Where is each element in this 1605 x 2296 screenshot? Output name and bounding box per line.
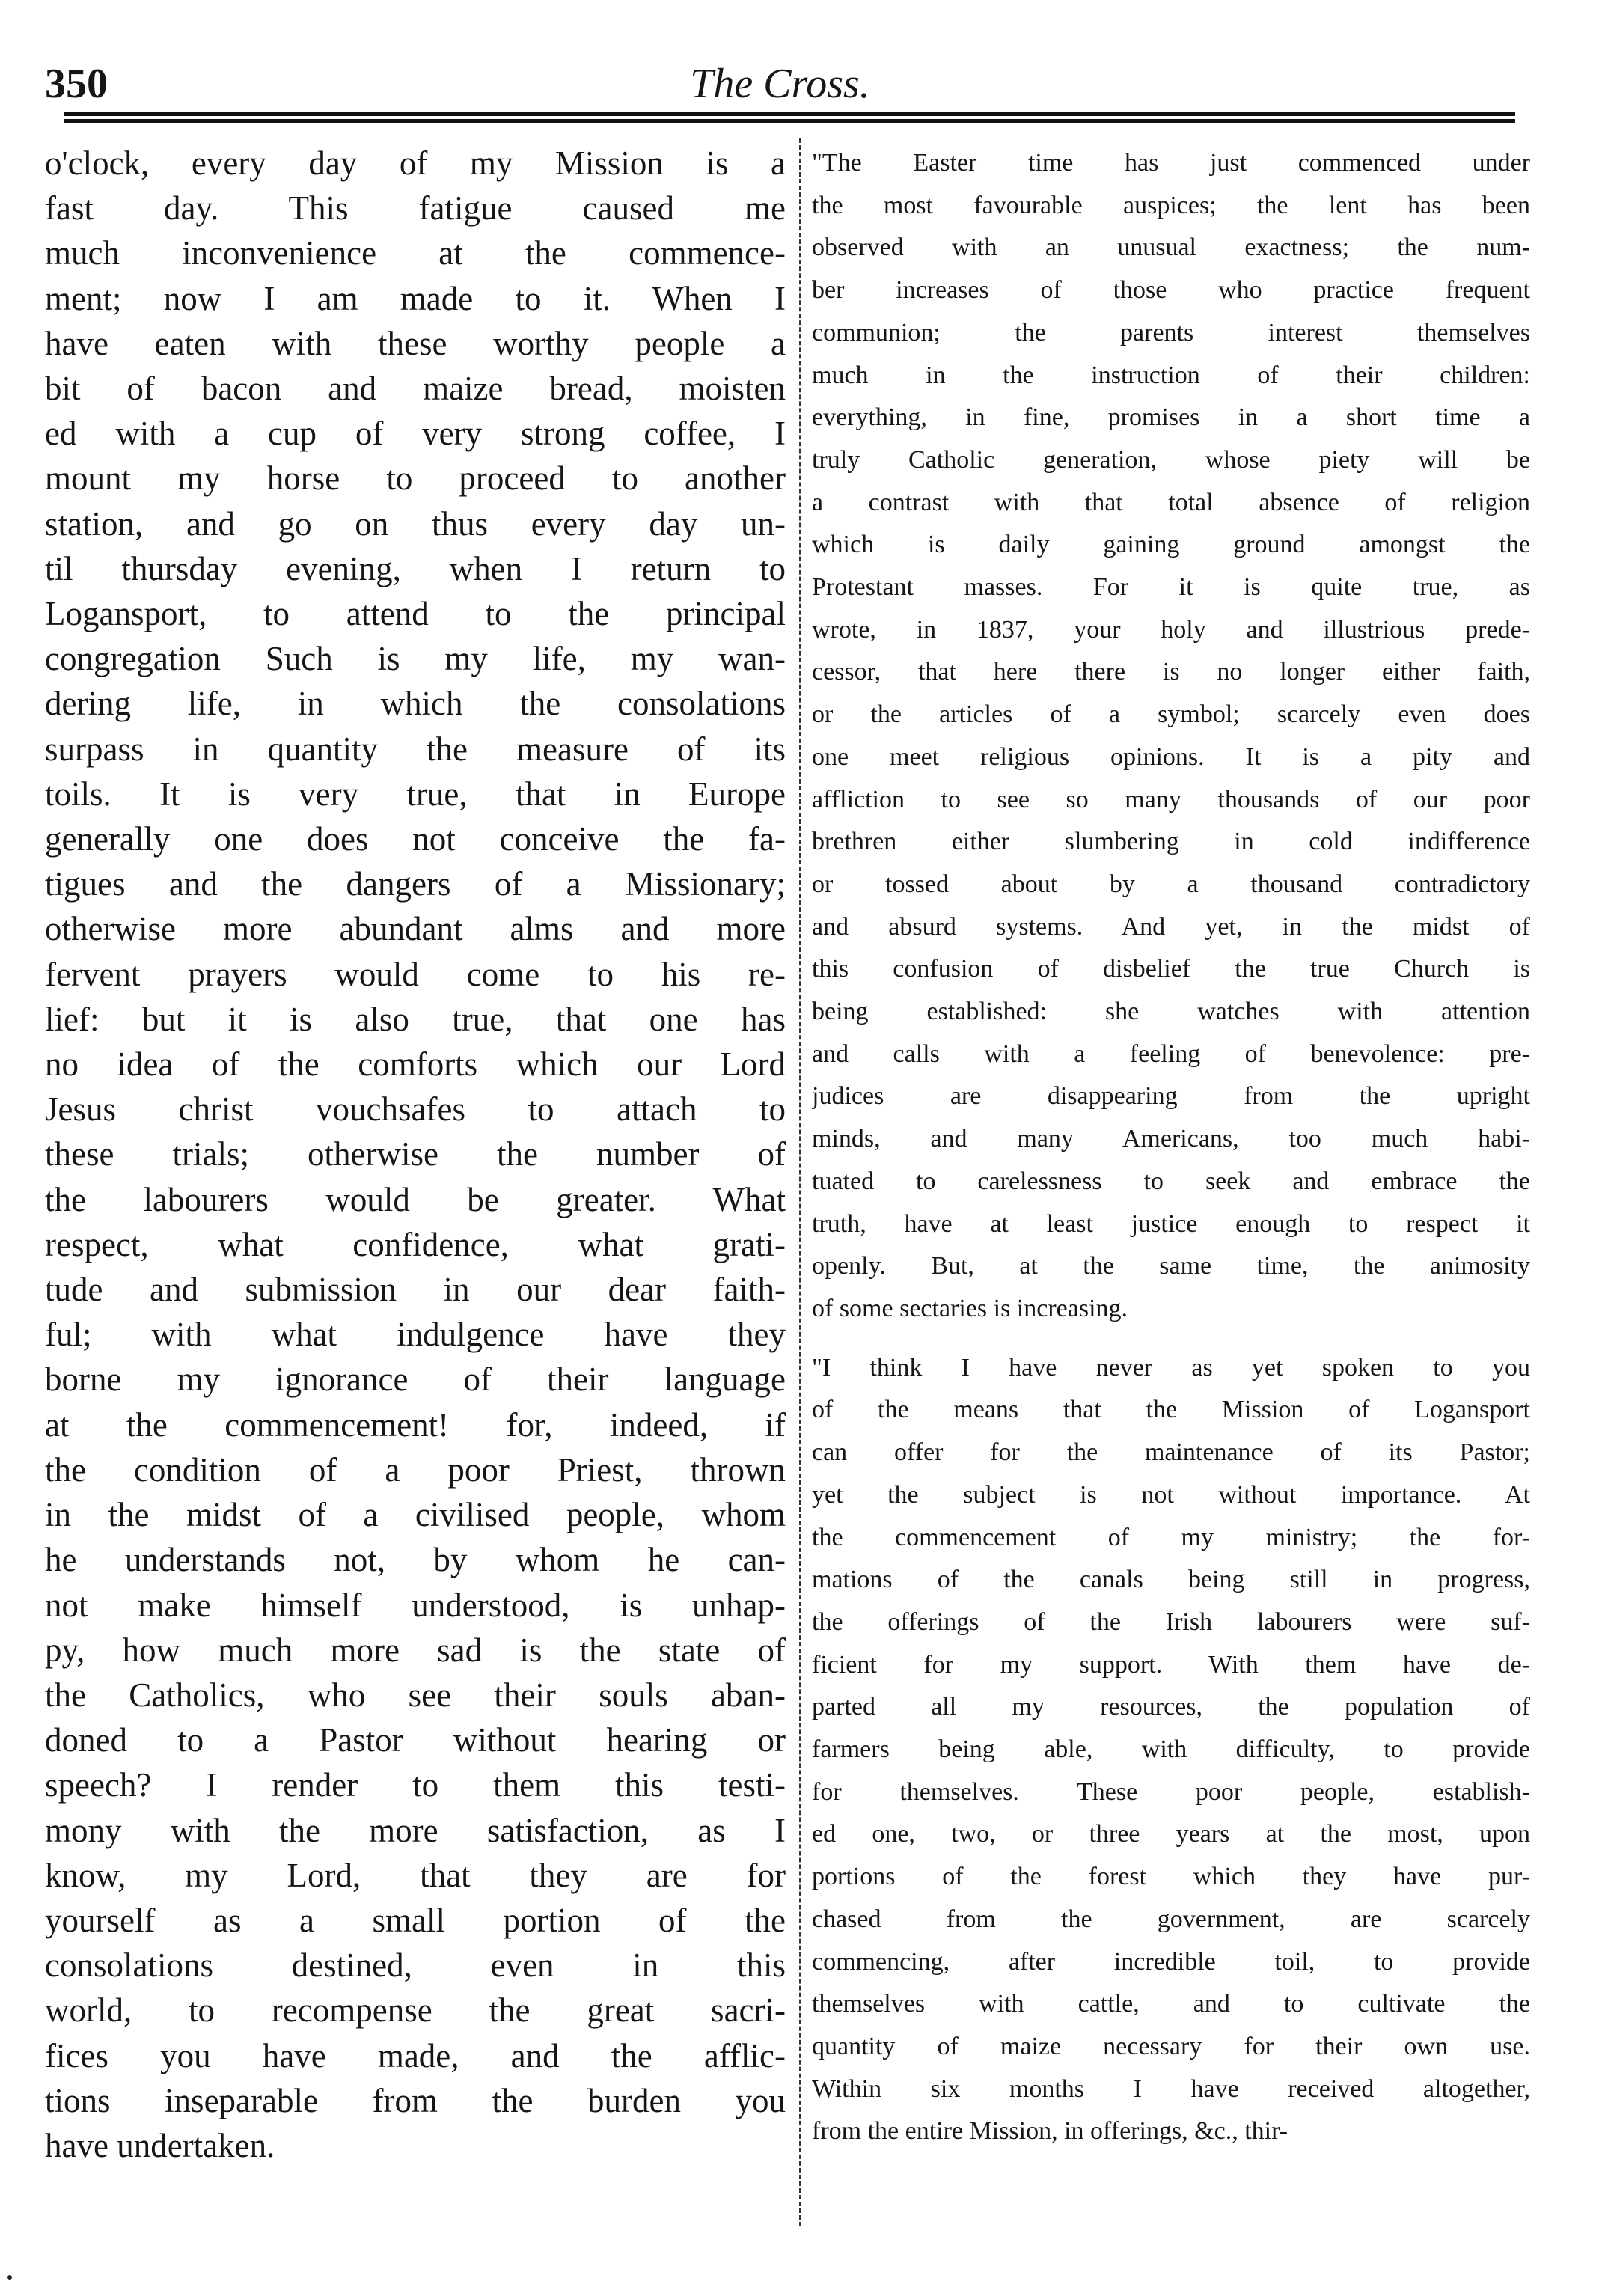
text-line: the commencement of my ministry; the for- [812, 1523, 1530, 1551]
text-line: this confusion of disbelief the true Church is [812, 955, 1530, 983]
text-line: tions inseparable from the burden you [45, 2081, 786, 2119]
text-line: one meet religious opinions. It is a pity and [812, 742, 1530, 771]
text-line: or the articles of a symbol; scarcely even does [812, 700, 1530, 729]
text-line: commencing, after incredible toil, to provide [812, 1947, 1530, 1976]
text-line: farmers being able, with difficulty, to provide [812, 1735, 1530, 1764]
text-line: for themselves. These poor people, establish- [812, 1777, 1530, 1806]
text-line: speech? I render to them this testi- [45, 1766, 786, 1804]
text-line: py, how much more sad is the state of [45, 1631, 786, 1669]
text-line: lief: but it is also true, that one has [45, 1000, 786, 1038]
text-line: he understands not, by whom he can- [45, 1541, 786, 1579]
text-line: "I think I have never as yet spoken to you [812, 1353, 1530, 1381]
text-line: tuated to carelessness to seek and embrace the [812, 1167, 1530, 1195]
text-line: at the commencement! for, indeed, if [45, 1405, 786, 1444]
text-line: affliction to see so many thousands of our poor [812, 785, 1530, 813]
text-line: the condition of a poor Priest, thrown [45, 1450, 786, 1489]
text-line: bit of bacon and maize bread, moisten [45, 370, 786, 408]
text-line: much in the instruction of their children: [812, 361, 1530, 389]
text-line: station, and go on thus every day un- [45, 504, 786, 543]
text-line: doned to a Pastor without hearing or [45, 1721, 786, 1759]
text-line: parted all my resources, the population of [812, 1693, 1530, 1721]
text-line: mations of the canals being still in progress, [812, 1566, 1530, 1594]
text-line: communion; the parents interest themselves [812, 318, 1530, 346]
text-line: borne my ignorance of their language [45, 1361, 786, 1399]
text-line: or tossed about by a thousand contradictory [812, 870, 1530, 898]
text-line: can offer for the maintenance of its Pastor; [812, 1438, 1530, 1467]
text-line: til thursday evening, when I return to [45, 549, 786, 587]
text-line: of the means that the Mission of Logansport [812, 1396, 1530, 1424]
paragraph [812, 142, 1530, 1331]
text-line: ficient for my support. With them have de- [812, 1650, 1530, 1679]
text-line: tude and submission in our dear faith- [45, 1271, 786, 1309]
text-line: portions of the forest which they have pur- [812, 1863, 1530, 1891]
ink-speck [7, 2275, 12, 2280]
text-line: and absurd systems. And yet, in the midst of [812, 912, 1530, 941]
text-line: no idea of the comforts which our Lord [45, 1045, 786, 1084]
column-divider [799, 138, 801, 2226]
running-title: The Cross. [690, 61, 870, 107]
text-line: which is daily gaining ground amongst the [812, 531, 1530, 559]
page-number: 350 [45, 61, 108, 107]
text-line: being established: she watches with attention [812, 998, 1530, 1026]
text-line: fices you have made, and the afflic- [45, 2036, 786, 2074]
text-line: ment; now I am made to it. When I [45, 279, 786, 317]
text-line: congregation Such is my life, my wan- [45, 640, 786, 678]
text-line: Protestant masses. For it is quite true, as [812, 573, 1530, 602]
text-line: the most favourable auspices; the lent has been [812, 191, 1530, 219]
text-line: yet the subject is not without importance. At [812, 1480, 1530, 1509]
text-line: toils. It is very true, that in Europe [45, 775, 786, 813]
text-line: Jesus christ vouchsafes to attach to [45, 1090, 786, 1129]
text-line: yourself as a small portion of the [45, 1901, 786, 1939]
text-line: ed one, two, or three years at the most, upon [812, 1820, 1530, 1848]
text-line: "The Easter time has just commenced under [812, 149, 1530, 177]
text-line: from the entire Mission, in offerings, &c., thir- [812, 2117, 1288, 2146]
text-line: generally one does not conceive the fa- [45, 820, 786, 858]
text-line: brethren either slumbering in cold indifference [812, 828, 1530, 856]
text-line: ber increases of those who practice frequent [812, 276, 1530, 305]
text-line: openly. But, at the same time, the animosity [812, 1252, 1530, 1280]
text-line: wrote, in 1837, your holy and illustrious prede- [812, 615, 1530, 644]
text-line: truth, have at least justice enough to respect it [812, 1209, 1530, 1238]
text-line: a contrast with that total absence of religion [812, 488, 1530, 516]
text-line: the Catholics, who see their souls aban- [45, 1676, 786, 1714]
left-column [45, 141, 786, 2191]
text-line: much inconvenience at the commence- [45, 234, 786, 272]
text-line: dering life, in which the consolations [45, 685, 786, 723]
text-line: know, my Lord, that they are for [45, 1856, 786, 1894]
text-line: the labourers would be greater. What [45, 1180, 786, 1218]
text-line: chased from the government, are scarcely [812, 1905, 1530, 1933]
text-line: surpass in quantity the measure of its [45, 730, 786, 768]
text-line: cessor, that here there is no longer either faith, [812, 658, 1530, 686]
text-line: minds, and many Americans, too much habi- [812, 1125, 1530, 1153]
text-line: fervent prayers would come to his re- [45, 955, 786, 993]
page-header [45, 60, 1515, 120]
text-line: consolations destined, even in this [45, 1947, 786, 1985]
text-line: have undertaken. [45, 2126, 275, 2164]
text-line: mony with the more satisfaction, as I [45, 1811, 786, 1849]
text-line: world, to recompense the great sacri- [45, 1991, 786, 2030]
text-line: of some sectaries is increasing. [812, 1294, 1128, 1322]
text-line: otherwise more abundant alms and more [45, 910, 786, 948]
text-line: quantity of maize necessary for their own use. [812, 2032, 1530, 2060]
text-line: have eaten with these worthy people a [45, 324, 786, 362]
text-line: respect, what confidence, what grati- [45, 1225, 786, 1263]
paragraph [812, 1347, 1530, 2153]
text-line: mount my horse to proceed to another [45, 459, 786, 498]
text-line: Logansport, to attend to the principal [45, 595, 786, 633]
header-rule [64, 112, 1515, 123]
text-line: fast day. This fatigue caused me [45, 189, 786, 228]
text-line: Within six months I have received altogether, [812, 2074, 1530, 2103]
text-line: themselves with cattle, and to cultivate the [812, 1990, 1530, 2018]
text-line: not make himself understood, is unhap- [45, 1586, 786, 1624]
text-line: the offerings of the Irish labourers were suf- [812, 1607, 1530, 1636]
text-line: ful; with what indulgence have they [45, 1316, 786, 1354]
text-line: truly Catholic generation, whose piety will be [812, 445, 1530, 474]
text-line: tigues and the dangers of a Missionary; [45, 865, 786, 903]
text-line: these trials; otherwise the number of [45, 1135, 786, 1173]
text-line: and calls with a feeling of benevolence: pre- [812, 1039, 1530, 1068]
text-line: observed with an unusual exactness; the num- [812, 233, 1530, 262]
text-line: ed with a cup of very strong coffee, I [45, 415, 786, 453]
text-line: judices are disappearing from the upright [812, 1082, 1530, 1111]
text-line: everything, in fine, promises in a short time a [812, 403, 1530, 432]
text-line: in the midst of a civilised people, whom [45, 1496, 786, 1534]
right-column [812, 142, 1530, 2193]
text-line: o'clock, every day of my Mission is a [45, 144, 786, 182]
